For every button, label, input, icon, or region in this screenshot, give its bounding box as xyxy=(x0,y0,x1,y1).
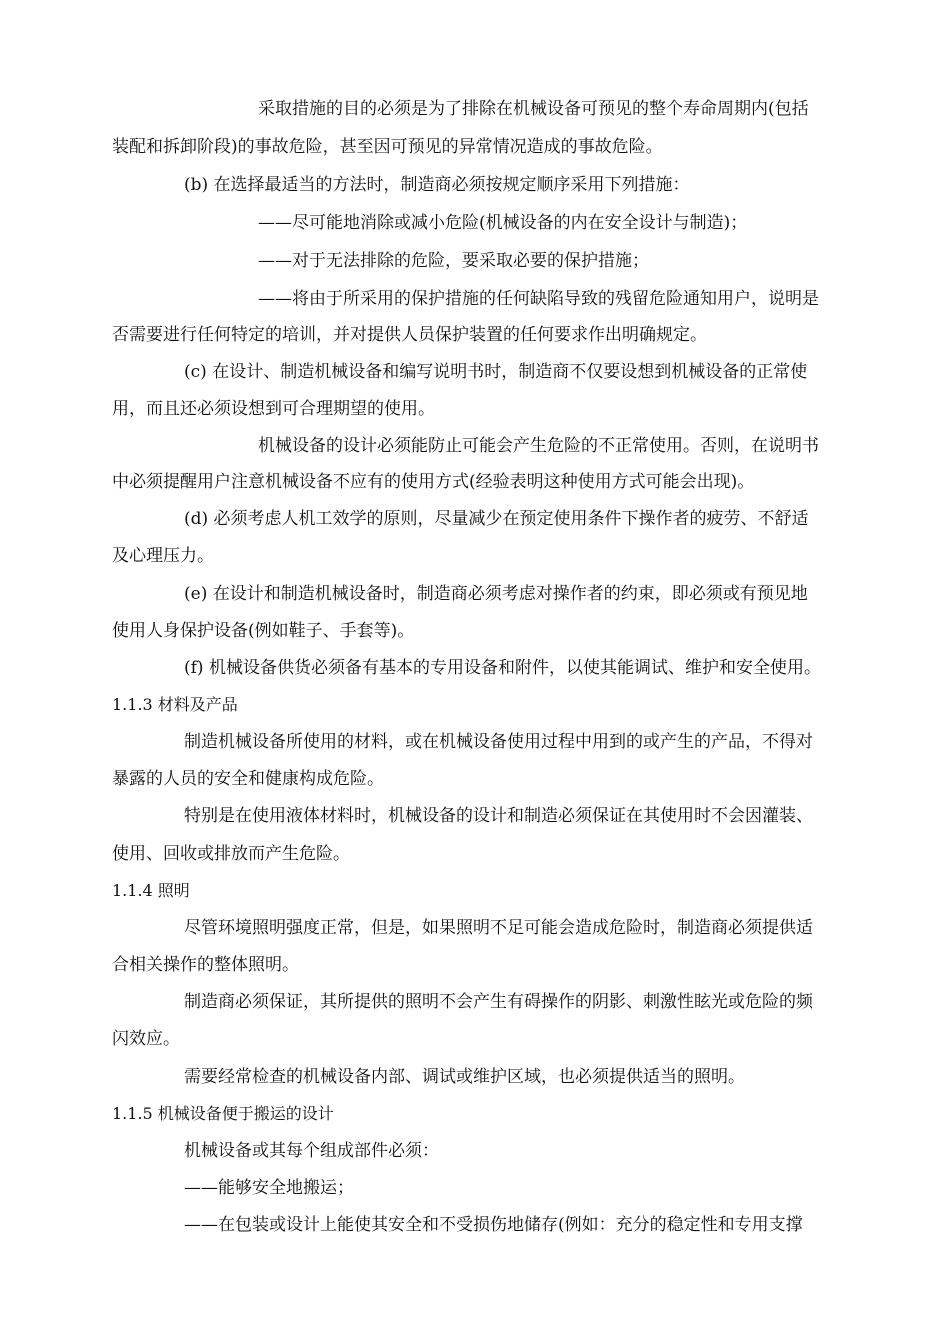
text-line: 用，而且还必须设想到可合理期望的使用。 xyxy=(112,399,435,419)
text-line: (e) 在设计和制造机械设备时，制造商必须考虑对操作者的约束，即必须或有预见地 xyxy=(184,584,808,604)
text-line: 制造机械设备所使用的材料，或在机械设备使用过程中用到的或产生的产品，不得对 xyxy=(184,732,813,752)
text-line: 特别是在使用液体材料时，机械设备的设计和制造必须保证在其使用时不会因灌装、 xyxy=(184,806,813,826)
section-heading: 1.1.5 机械设备便于搬运的设计 xyxy=(112,1104,334,1123)
text-line: ——将由于所采用的保护措施的任何缺陷导致的残留危险通知用户，说明是 xyxy=(258,289,819,309)
text-line: 否需要进行任何特定的培训，并对提供人员保护装置的任何要求作出明确规定。 xyxy=(112,325,707,345)
text-line: 装配和拆卸阶段)的事故危险，甚至因可预见的异常情况造成的事故危险。 xyxy=(112,137,663,157)
text-line: 需要经常检查的机械设备内部、调试或维护区域，也必须提供适当的照明。 xyxy=(184,1067,745,1087)
text-line: 使用、回收或排放而产生危险。 xyxy=(112,844,350,864)
text-line: ——在包装或设计上能使其安全和不受损伤地储存(例如：充分的稳定性和专用支撑 xyxy=(184,1215,803,1235)
text-line: 暴露的人员的安全和健康构成危险。 xyxy=(112,769,384,789)
text-line: (f) 机械设备供货必须备有基本的专用设备和附件，以使其能调试、维护和安全使用。 xyxy=(184,658,821,678)
section-heading: 1.1.3 材料及产品 xyxy=(112,695,238,714)
text-line: 使用人身保护设备(例如鞋子、手套等)。 xyxy=(112,621,415,641)
text-line: 合相关操作的整体照明。 xyxy=(112,955,299,975)
text-line: 闪效应。 xyxy=(112,1029,180,1049)
text-line: (d) 必须考虑人机工效学的原则，尽量减少在预定使用条件下操作者的疲劳、不舒适 xyxy=(184,509,809,529)
text-line: 尽管环境照明强度正常，但是，如果照明不足可能会造成危险时，制造商必须提供适 xyxy=(184,918,813,938)
text-line: 采取措施的目的必须是为了排除在机械设备可预见的整个寿命周期内(包括 xyxy=(258,99,809,119)
text-line: ——对于无法排除的危险，要采取必要的保护措施； xyxy=(258,251,649,271)
text-line: ——尽可能地消除或减小危险(机械设备的内在安全设计与制造)； xyxy=(258,213,748,233)
text-line: 机械设备的设计必须能防止可能会产生危险的不正常使用。否则，在说明书 xyxy=(258,436,819,456)
text-line: ——能够安全地搬运； xyxy=(184,1178,354,1198)
section-heading: 1.1.4 照明 xyxy=(112,881,190,900)
text-line: 中必须提醒用户注意机械设备不应有的使用方式(经验表明这种使用方式可能会出现)。 xyxy=(112,472,755,492)
text-line: 制造商必须保证，其所提供的照明不会产生有碍操作的阴影、刺激性眩光或危险的频 xyxy=(184,992,813,1012)
text-line: (c) 在设计、制造机械设备和编写说明书时，制造商不仅要设想到机械设备的正常使 xyxy=(184,362,808,382)
text-line: 机械设备或其每个组成部件必须： xyxy=(184,1141,439,1161)
text-line: (b) 在选择最适当的方法时，制造商必须按规定顺序采用下列措施： xyxy=(184,175,690,195)
text-line: 及心理压力。 xyxy=(112,546,214,566)
